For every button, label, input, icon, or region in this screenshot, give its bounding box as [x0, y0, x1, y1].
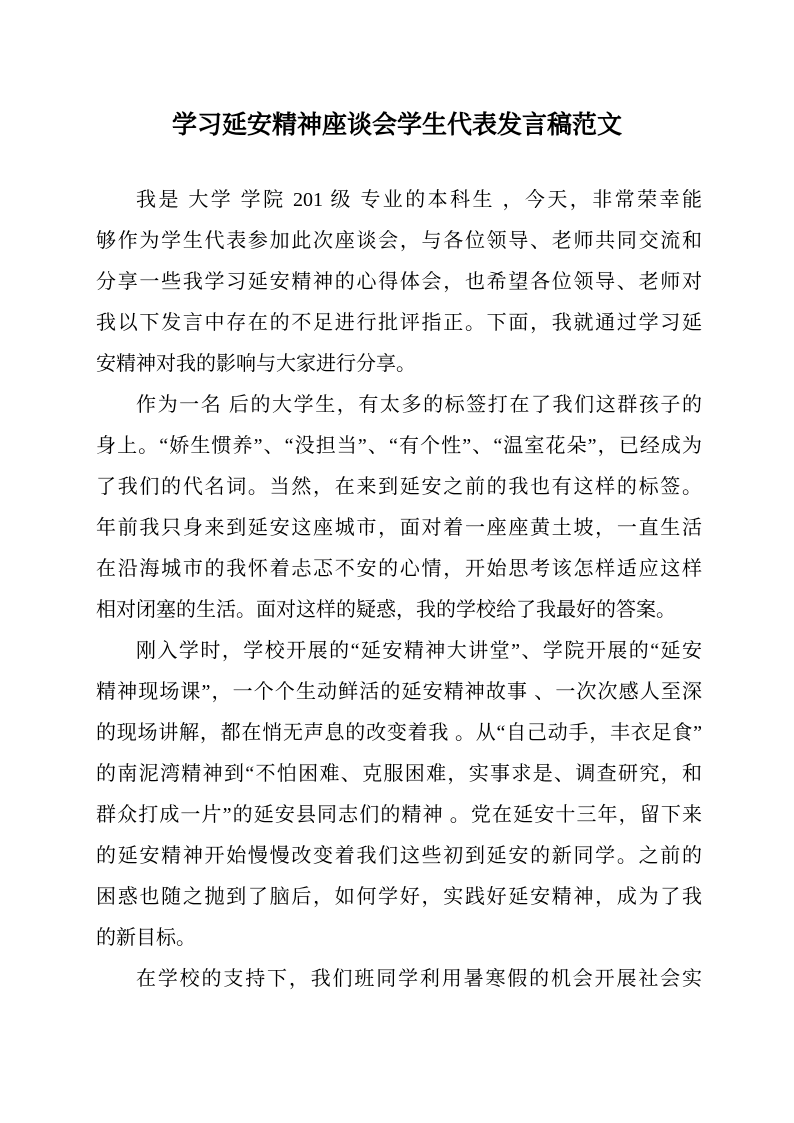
text-line: 够作为学生代表参加此次座谈会，与各位领导、老师共同交流和: [96, 230, 702, 252]
text-line: 了我们的代名词。当然，在来到延安之前的我也有这样的标签。: [96, 476, 702, 498]
text-line: 作为一名 后的大学生，有太多的标签打在了我们这群孩子的: [136, 394, 702, 416]
paragraph-intro: [96, 180, 702, 385]
text-line: 分享一些我学习延安精神的心得体会，也希望各位领导、老师对: [96, 271, 702, 293]
text-line: 相对闭塞的生活。面对这样的疑惑，我的学校给了我最好的答案。: [96, 599, 676, 621]
text-line: 身上。“娇生惯养”、“没担当”、“有个性”、“温室花朵”，已经成为: [96, 435, 702, 457]
text-line: 我以下发言中存在的不足进行批评指正。下面，我就通过学习延: [96, 312, 702, 334]
text-line: 安精神对我的影响与大家进行分享。: [96, 353, 416, 375]
text-line: 的南泥湾精神到“不怕困难、克服困难，实事求是、调查研究，和: [96, 763, 702, 785]
text-line: 年前我只身来到延安这座城市，面对着一座座黄土坡，一直生活: [96, 517, 702, 539]
text-line: 我是 大学 学院 201 级 专业的本科生 ，今天，非常荣幸能: [136, 189, 702, 211]
text-line: 的延安精神开始慢慢改变着我们这些初到延安的新同学。之前的: [96, 845, 702, 867]
text-line: 刚入学时，学校开展的“延安精神大讲堂”、学院开展的“延安: [136, 640, 702, 662]
text-line: 的现场讲解，都在悄无声息的改变着我 。从“自己动手，丰衣足食”: [96, 722, 702, 744]
text-line: 在学校的支持下，我们班同学利用暑寒假的机会开展社会实: [136, 968, 702, 990]
text-line: 困惑也随之抛到了脑后，如何学好，实践好延安精神，成为了我: [96, 886, 702, 908]
text-line: 的新目标。: [96, 927, 196, 949]
document-title: 学习延安精神座谈会学生代表发言稿范文: [171, 111, 622, 139]
paragraph-social-practice: [96, 959, 702, 1000]
text-line: 在沿海城市的我怀着忐忑不安的心情，开始思考该怎样适应这样: [96, 558, 702, 580]
text-line: 群众打成一片”的延安县同志们的精神 。党在延安十三年，留下来: [96, 804, 702, 826]
text-line: 精神现场课”，一个个生动鲜活的延安精神故事 、一次次感人至深: [96, 681, 702, 703]
paragraph-school-lectures: [96, 631, 702, 959]
document-body: [96, 180, 702, 1000]
paragraph-labels: [96, 385, 702, 631]
